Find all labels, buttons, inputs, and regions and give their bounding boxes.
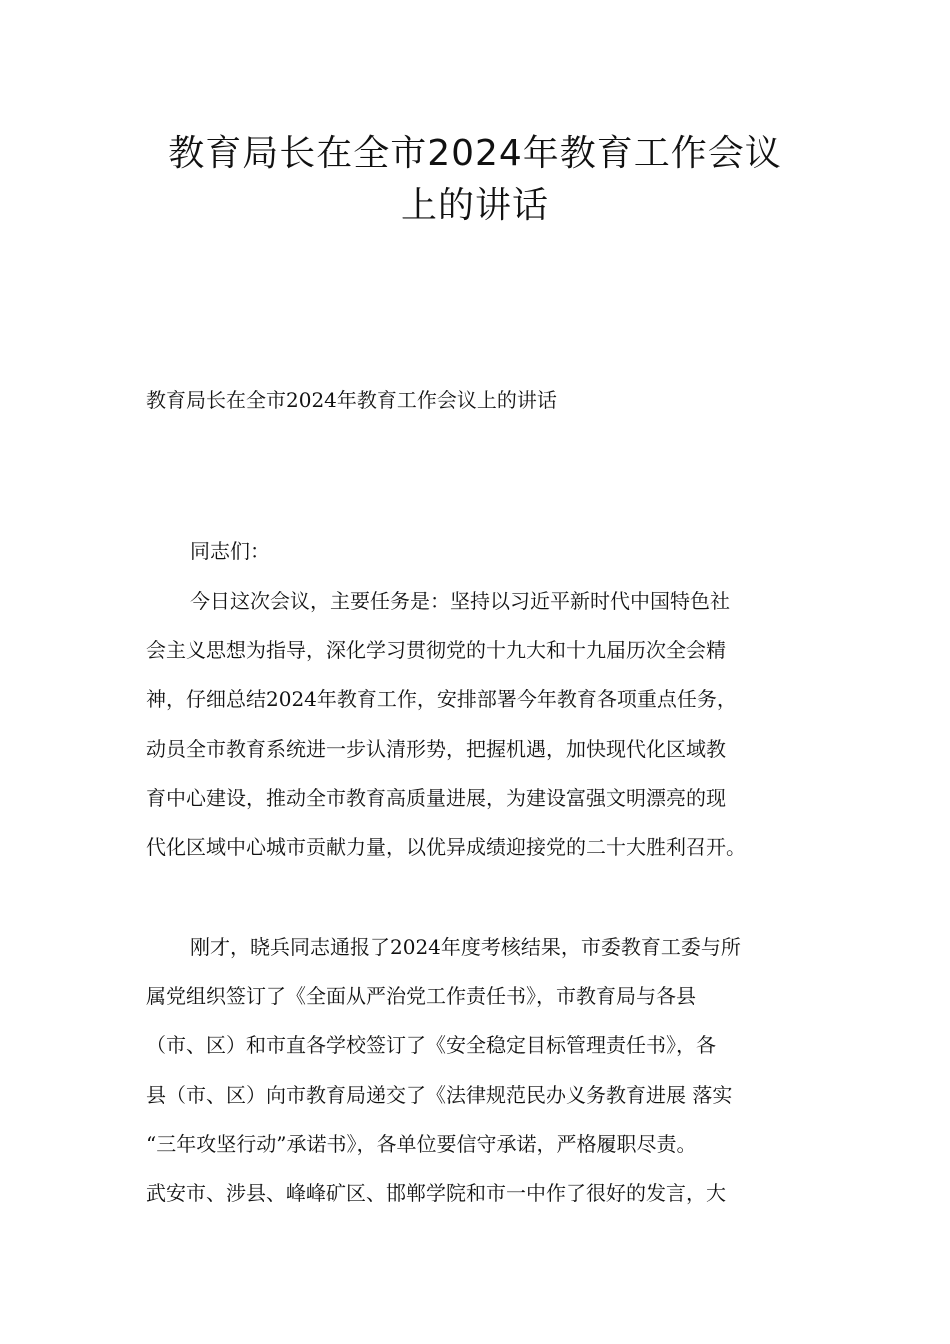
paragraph-line: 神，仔细总结2024年教育工作，安排部署今年教育各项重点任务，	[146, 687, 737, 712]
paragraph-line: 代化区域中心城市贡献力量，以优异成绩迎接党的二十大胜利召开。	[146, 835, 746, 860]
paragraph-line: 武安市、涉县、峰峰矿区、邯郸学院和市一中作了很好的发言，大	[146, 1181, 726, 1206]
salutation: 同志们：	[190, 539, 270, 563]
paragraph-line: 刚才，晓兵同志通报了2024年度考核结果，市委教育工委与所	[190, 935, 741, 959]
paragraph-line: 动员全市教育系统进一步认清形势，把握机遇，加快现代化区域教	[146, 736, 726, 761]
document-title-line: 教育局长在全市2024年教育工作会议	[168, 133, 782, 174]
paragraph-line: 县（市、区）向市教育局递交了《法律规范民办义务教育进展 落实	[146, 1082, 733, 1107]
document-subtitle: 教育局长在全市2024年教育工作会议上的讲话	[146, 388, 557, 412]
paragraph-line: 会主义思想为指导，深化学习贯彻党的十九大和十九届历次全会精	[146, 638, 726, 663]
paragraph-line: 育中心建设，推动全市教育高质量进展，为建设富强文明漂亮的现	[146, 785, 726, 810]
document-title	[100, 128, 850, 232]
paragraph-assessment-results	[146, 923, 810, 1218]
paragraph-line: 今日这次会议，主要任务是：坚持以习近平新时代中国特色社	[190, 589, 730, 613]
paragraph-line: （市、区）和市直各学校签订了《安全稳定目标管理责任书》，各	[146, 1033, 716, 1058]
document-title-line: 上的讲话	[400, 185, 549, 226]
paragraph-line: “三年攻坚行动”承诺书》，各单位要信守承诺，严格履职尽责。	[146, 1131, 697, 1156]
paragraph-meeting-tasks	[146, 577, 810, 872]
paragraph-line: 属党组织签订了《全面从严治党工作责任书》，市教育局与各县	[146, 984, 696, 1009]
